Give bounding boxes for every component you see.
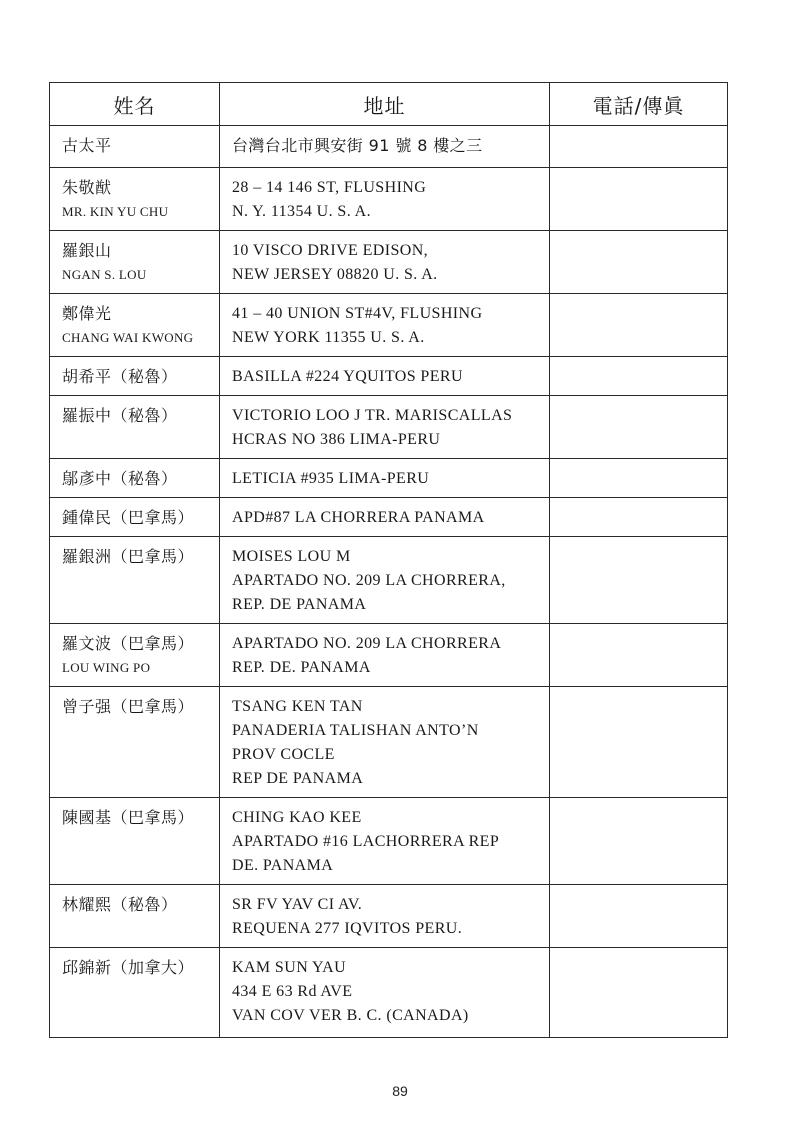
address-line: VICTORIO LOO J TR. MARISCALLAS: [232, 407, 513, 424]
name-cell: [50, 231, 220, 294]
table-row: [50, 624, 728, 687]
table-row: [50, 687, 728, 798]
header-name: 姓名: [50, 83, 220, 126]
table-row: [50, 357, 728, 396]
table-row: [50, 537, 728, 624]
table-row: [50, 798, 728, 885]
address-line: REP. DE PANAMA: [232, 596, 367, 613]
name-cell: [50, 624, 220, 687]
phone-fax-cell: [550, 396, 728, 459]
name-cell: [50, 948, 220, 1038]
address-cell: [220, 294, 550, 357]
name-english: LOU WING PO: [62, 660, 151, 675]
address-line: BASILLA #224 YQUITOS PERU: [232, 368, 463, 385]
table-row: [50, 396, 728, 459]
address-line: REP DE PANAMA: [232, 770, 364, 787]
name-chinese: 陳國基（巴拿馬）: [62, 808, 195, 827]
name-chinese: 胡希平（秘魯）: [62, 367, 178, 386]
address-cell: [220, 231, 550, 294]
address-line: DE. PANAMA: [232, 857, 334, 874]
address-cell: [220, 396, 550, 459]
phone-fax-cell: [550, 459, 728, 498]
address-line: MOISES LOU M: [232, 548, 351, 565]
header-address: 地址: [220, 83, 550, 126]
address-line: TSANG KEN TAN: [232, 698, 363, 715]
table-row: [50, 948, 728, 1038]
name-cell: [50, 126, 220, 168]
name-cell: [50, 168, 220, 231]
address-cell: [220, 624, 550, 687]
address-line: N. Y. 11354 U. S. A.: [232, 203, 371, 220]
name-cell: [50, 357, 220, 396]
address-line: 台灣台北市興安街 91 號 8 樓之三: [232, 136, 483, 155]
phone-fax-cell: [550, 885, 728, 948]
name-cell: [50, 396, 220, 459]
table-row: [50, 126, 728, 168]
name-chinese: 羅振中（秘魯）: [62, 406, 178, 425]
phone-fax-cell: [550, 624, 728, 687]
phone-fax-cell: [550, 537, 728, 624]
address-line: 28 – 14 146 ST, FLUSHING: [232, 179, 427, 196]
name-cell: [50, 537, 220, 624]
phone-fax-cell: [550, 948, 728, 1038]
phone-fax-cell: [550, 126, 728, 168]
table-row: [50, 498, 728, 537]
address-line: CHING KAO KEE: [232, 809, 362, 826]
address-line: KAM SUN YAU: [232, 959, 347, 976]
name-cell: [50, 885, 220, 948]
header-phone-fax: 電話/傳眞: [550, 83, 728, 126]
table-row: [50, 459, 728, 498]
phone-fax-cell: [550, 357, 728, 396]
address-line: SR FV YAV CI AV.: [232, 896, 363, 913]
name-chinese: 曾子强（巴拿馬）: [62, 697, 195, 716]
table-body: [50, 126, 728, 1038]
name-cell: [50, 687, 220, 798]
address-line: PROV COCLE: [232, 746, 335, 763]
name-cell: [50, 294, 220, 357]
name-english: NGAN S. LOU: [62, 267, 147, 282]
address-line: PANADERIA TALISHAN ANTO’N: [232, 722, 479, 739]
name-chinese: 古太平: [62, 136, 112, 155]
name-chinese: 邱錦新（加拿大）: [62, 958, 195, 977]
name-cell: [50, 798, 220, 885]
phone-fax-cell: [550, 798, 728, 885]
address-cell: [220, 798, 550, 885]
address-line: APARTADO #16 LACHORRERA REP: [232, 833, 500, 850]
name-english: MR. KIN YU CHU: [62, 204, 169, 219]
name-chinese: 朱敬猷: [62, 178, 112, 197]
name-chinese: 鄭偉光: [62, 304, 112, 323]
name-chinese: 鍾偉民（巴拿馬）: [62, 508, 195, 527]
phone-fax-cell: [550, 687, 728, 798]
table-row: [50, 885, 728, 948]
address-line: APARTADO NO. 209 LA CHORRERA: [232, 635, 502, 652]
phone-fax-cell: [550, 231, 728, 294]
address-cell: [220, 537, 550, 624]
address-cell: [220, 687, 550, 798]
address-line: 41 – 40 UNION ST#4V, FLUSHING: [232, 305, 483, 322]
address-line: REP. DE. PANAMA: [232, 659, 371, 676]
phone-fax-cell: [550, 498, 728, 537]
table-row: [50, 231, 728, 294]
address-line: APD#87 LA CHORRERA PANAMA: [232, 509, 485, 526]
address-line: NEW YORK 11355 U. S. A.: [232, 329, 425, 346]
name-english: CHANG WAI KWONG: [62, 330, 194, 345]
name-chinese: 羅銀山: [62, 241, 112, 260]
name-cell: [50, 498, 220, 537]
phone-fax-cell: [550, 294, 728, 357]
contact-directory-table: [49, 82, 728, 1038]
address-line: VAN COV VER B. C. (CANADA): [232, 1007, 469, 1024]
page-number: 89: [392, 1083, 408, 1099]
address-line: REQUENA 277 IQVITOS PERU.: [232, 920, 463, 937]
name-cell: [50, 459, 220, 498]
table-header-row: [50, 83, 728, 126]
phone-fax-cell: [550, 168, 728, 231]
address-line: 10 VISCO DRIVE EDISON,: [232, 242, 429, 259]
address-cell: [220, 948, 550, 1038]
table-row: [50, 168, 728, 231]
address-line: HCRAS NO 386 LIMA-PERU: [232, 431, 441, 448]
name-chinese: 林耀熙（秘魯）: [62, 895, 178, 914]
address-cell: [220, 885, 550, 948]
name-chinese: 羅文波（巴拿馬）: [62, 634, 195, 653]
address-cell: [220, 498, 550, 537]
address-line: 434 E 63 Rd AVE: [232, 983, 353, 1000]
address-line: APARTADO NO. 209 LA CHORRERA,: [232, 572, 506, 589]
address-line: NEW JERSEY 08820 U. S. A.: [232, 266, 438, 283]
table-row: [50, 294, 728, 357]
address-line: LETICIA #935 LIMA-PERU: [232, 470, 430, 487]
address-cell: [220, 459, 550, 498]
address-cell: [220, 168, 550, 231]
address-cell: [220, 126, 550, 168]
address-cell: [220, 357, 550, 396]
name-chinese: 羅銀洲（巴拿馬）: [62, 547, 195, 566]
name-chinese: 鄔彥中（秘魯）: [62, 469, 178, 488]
